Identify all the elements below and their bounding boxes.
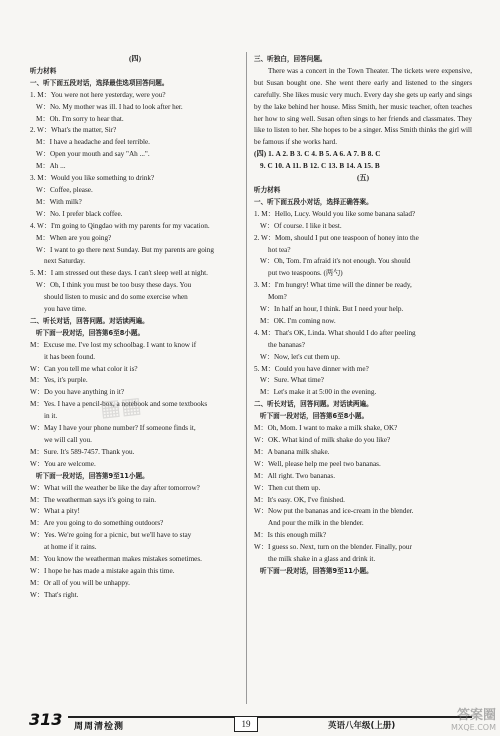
left-column-line: W：Open your mouth and say "Ah ...".	[36, 150, 150, 159]
right-column-line: 二、听长对话，回答问题。对话读两遍。	[254, 400, 373, 409]
right-column-line: 4. M：That's OK, Linda. What should I do after peeling	[254, 328, 416, 337]
faint-watermark: ▦▦	[98, 392, 143, 423]
right-column-line: (五)	[357, 174, 369, 183]
right-column-line: W：I guess so. Next, turn on the blender. Finally, pour	[254, 543, 412, 552]
left-column-line: M：Ah ...	[36, 162, 66, 171]
right-column-line: 听力材料	[254, 185, 281, 194]
left-column-line: W：Do you have anything in it?	[30, 388, 125, 397]
right-column-line: put two teaspoons. (两勺)	[268, 269, 343, 278]
right-column-line: (四) 1. A 2. B 3. C 4. B 5. A 6. A 7. B 8. C	[254, 150, 381, 159]
left-column-line: 3. M：Would you like something to drink?	[30, 174, 155, 183]
logo-text: 313	[29, 710, 63, 729]
right-column-line: W：Now, let's cut them up.	[260, 352, 340, 361]
left-column-line: at home if it rains.	[44, 543, 97, 552]
right-column-line: 一、听下面五段小对话，选择正确答案。	[254, 197, 373, 206]
right-column-line: 听下面一段对话，回答第9至11小题。	[260, 566, 373, 575]
right-column-line: M：OK. I'm coming now.	[260, 316, 336, 325]
footer-series-title: 周周清检测	[74, 722, 125, 732]
monologue-paragraph: There was a concert in the Town Theater. The tickets were expensive, but Susan bought one. She went there early and listened to the singers carefully. She likes music very much. Every day she gets up early and sings by the lake behind her house. Miss Smith, her music teacher, often teaches her how to sing well. Susan often sings to her friends and classmates. They like to listen to her. She hopes to be a singer. Miss Smith thinks the girl will be famous if she works hard.	[254, 66, 472, 147]
left-column-line: 4. W：I'm going to Qingdao with my parents for my vacation.	[30, 221, 210, 230]
right-column-line: hot tea?	[268, 245, 291, 254]
right-column-line: Mom?	[268, 293, 287, 302]
column-divider	[246, 52, 247, 704]
watermark-line-2: MXQE.COM	[450, 723, 496, 732]
left-column-line: M：Are you going to do something outdoors?	[30, 519, 164, 528]
left-column-line: W：That's right.	[30, 590, 79, 599]
right-column-line: 听下面一段对话，回答第6至8小题。	[260, 412, 369, 421]
right-column-line: W：OK. What kind of milk shake do you like?	[254, 436, 391, 444]
right-column-line: 9. C 10. A 11. B 12. C 13. B 14. A 15. B	[260, 162, 380, 171]
right-column-line: M：Let's make it at 5:00 in the evening.	[260, 388, 377, 397]
left-column-line: 听力材料	[30, 66, 57, 75]
left-column-line: 1. M：You were not here yesterday, were you?	[30, 90, 166, 99]
left-column-line: W：May I have your phone number? If someone finds it,	[30, 424, 196, 433]
right-column-line: W：Now put the bananas and ice-cream in the blender.	[254, 507, 414, 516]
left-column	[30, 54, 240, 602]
left-column-line: W：Can you tell me what color it is?	[30, 364, 138, 373]
left-column-line: M：The weatherman says it's going to rain.	[30, 495, 157, 504]
right-column-line: W：Well, please help me peel two bananas.	[254, 459, 381, 468]
right-column-line: 2. W：Mom, should I put one teaspoon of honey into the	[254, 233, 419, 242]
right-column-line: M：All right. Two bananas.	[254, 471, 336, 480]
left-column-line: M：I have a headache and feel terrible.	[36, 138, 150, 147]
left-column-line: M：Sure. It's 589-7457. Thank you.	[30, 447, 135, 456]
left-column-line: 二、听长对话，回答问题。对话读两遍。	[30, 316, 149, 325]
left-column-line: W：What will the weather be like the day after tomorrow?	[30, 483, 200, 492]
left-column-line: next Saturday.	[44, 257, 86, 266]
right-column-line: W：In half an hour, I think. But I need your help.	[260, 305, 404, 314]
left-column-line: 一、听下面五段对话，选择最佳选项回答问题。	[30, 78, 169, 87]
left-column-line: we will call you.	[44, 436, 92, 444]
left-column-line: M：Yes. I have a pencil-box, a notebook and some textbooks	[30, 400, 208, 409]
left-column-line: M：Excuse me. I've lost my schoolbag. I want to know if	[30, 340, 197, 349]
right-column-line: the milk shake in a glass and drink it.	[268, 555, 376, 564]
left-column-line: should listen to music and do some exercise when	[44, 293, 188, 302]
left-column-line: M：You know the weatherman makes mistakes sometimes.	[30, 555, 202, 564]
footer-rule	[68, 716, 472, 718]
left-column-line: W：I want to go there next Sunday. But my parents are going	[36, 245, 214, 254]
right-column-line: M：It's easy. OK, I've finished.	[254, 495, 345, 504]
left-column-line: 听下面一段对话，回答第9至11小题。	[36, 471, 149, 480]
left-column-line: M：With milk?	[36, 197, 82, 206]
left-column-line: W：No. I prefer black coffee.	[36, 209, 123, 218]
left-column-line: W：You are welcome.	[30, 459, 96, 468]
right-column	[254, 54, 472, 578]
left-column-line: M：Or all of you will be unhappy.	[30, 578, 130, 587]
right-column-line: the bananas?	[268, 340, 305, 349]
right-column-line: 1. M：Hello, Lucy. Would you like some banana salad?	[254, 209, 416, 218]
right-column-line: M：Oh, Mom. I want to make a milk shake, OK?	[254, 424, 398, 433]
left-column-line: you have time.	[44, 305, 87, 314]
right-column-line: W：Sure. What time?	[260, 376, 324, 385]
left-column-line: W：No. My mother was ill. I had to look after her.	[36, 102, 183, 111]
watermark-line-1: 答案圈	[456, 708, 496, 723]
page-footer	[28, 708, 474, 730]
left-column-line: it has been found.	[44, 352, 96, 361]
footer-subject: 英语八年级(上册)	[328, 721, 396, 731]
left-column-line: 听下面一段对话，回答第6至8小题。	[36, 328, 145, 337]
right-column-line: 三、听独白，回答问题。	[254, 55, 327, 63]
brand-logo	[28, 708, 66, 730]
page-number: 19	[234, 716, 258, 732]
right-column-line: W：Oh, Tom. I'm afraid it's not enough. You should	[260, 257, 411, 266]
right-column-line: 5. M：Could you have dinner with me?	[254, 364, 369, 373]
left-column-line: W：What a pity!	[30, 507, 80, 516]
left-column-line: W：I hope he has made a mistake again this time.	[30, 566, 175, 575]
right-column-line: 3. M：I'm hungry! What time will the dinner be ready,	[254, 281, 412, 290]
left-column-line: 2. W：What's the matter, Sir?	[30, 126, 117, 135]
left-column-line: W：Coffee, please.	[36, 185, 93, 194]
left-column-line: M：Yes, it's purple.	[30, 376, 88, 385]
left-column-line: M：When are you going?	[36, 233, 112, 242]
right-column-line: M：A banana milk shake.	[254, 447, 330, 456]
right-column-line: W：Of course. I like it best.	[260, 221, 342, 230]
left-column-line: in it.	[44, 412, 58, 421]
left-column-line: M：Oh. I'm sorry to hear that.	[36, 114, 124, 123]
left-column-line: 5. M：I am stressed out these days. I can't sleep well at night.	[30, 269, 208, 278]
right-column-line: W：Then cut them up.	[254, 483, 321, 492]
right-column-line: And pour the milk in the blender.	[268, 519, 364, 528]
left-column-line: W：Oh, I think you must be too busy these days. You	[36, 281, 192, 290]
corner-watermark	[451, 704, 496, 732]
left-column-line: (四)	[129, 55, 141, 63]
left-column-line: W：Yes. We're going for a picnic, but we'll have to stay	[30, 531, 192, 540]
right-column-line: M：Is this enough milk?	[254, 531, 327, 540]
